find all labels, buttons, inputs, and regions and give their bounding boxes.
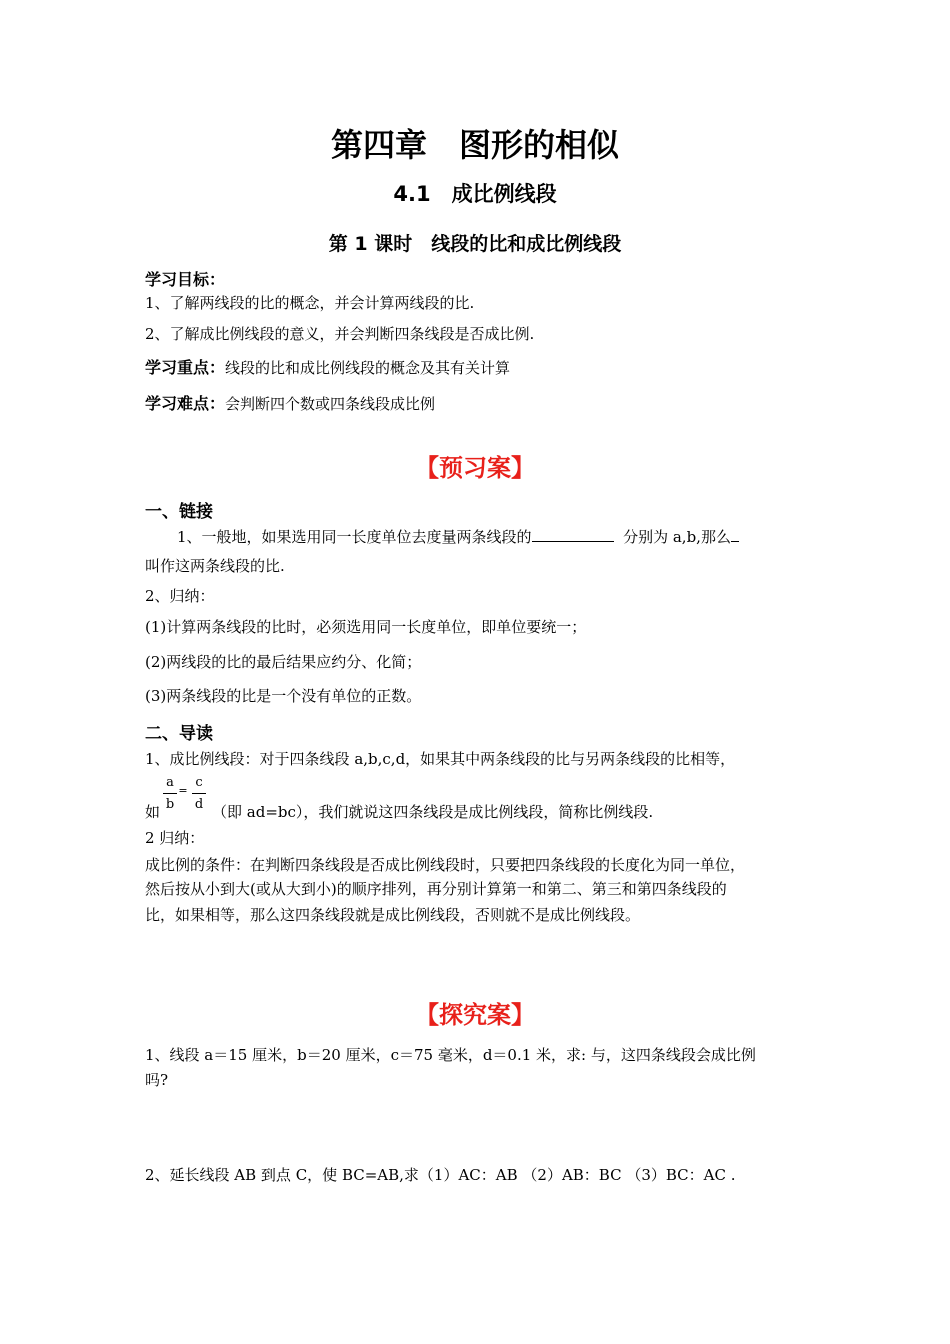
key-points-text: 线段的比和成比例线段的概念及其有关计算 <box>225 359 511 377</box>
lesson-title: 第 1 课时 线段的比和成比例线段 <box>328 233 622 255</box>
link-item-1 <box>177 526 739 547</box>
fill-blank[interactable] <box>532 527 614 542</box>
guide-item-1: 1、成比例线段：对于四条线段 a,b,c,d，如果其中两条线段的比与另两条线段的比相等， <box>145 750 736 768</box>
induction-label: 2、归纳： <box>145 587 215 605</box>
guide-induction-label: 2 归纳： <box>145 829 205 847</box>
link-item-1-line2: 叫作这两条线段的比. <box>145 557 285 575</box>
condition-line: 然后按从小到大(或从大到小)的顺序排列，再分别计算第一和第二、第三和第四条线段的 <box>145 880 727 898</box>
difficulties-text: 会判断四个数或四条线段成比例 <box>225 395 436 413</box>
frac-denominator-b: b <box>165 797 175 812</box>
objective-item: 2、了解成比例线段的意义，并会判断四条线段是否成比例. <box>145 325 535 343</box>
fraction-bar <box>192 793 206 794</box>
fraction-bar <box>163 793 177 794</box>
key-points <box>145 355 510 378</box>
guide-heading: 二、导读 <box>145 724 213 744</box>
link-heading: 一、链接 <box>145 502 213 522</box>
key-points-label: 学习重点： <box>145 358 226 377</box>
frac-equals: = <box>178 784 188 797</box>
explore-heading: 【探究案】 <box>415 1001 535 1029</box>
question-1: 1、线段 a＝15 厘米，b＝20 厘米，c＝75 毫米，d＝0.1 米，求: 与，这四条线段会成比例 <box>145 1046 756 1064</box>
induction-item: (1)计算两条线段的比时，必须选用同一长度单位，即单位要统一； <box>145 618 587 636</box>
chapter-title: 第四章 图形的相似 <box>330 126 619 164</box>
frac-numerator-a: a <box>166 775 174 790</box>
question-1-line2: 吗? <box>145 1071 169 1089</box>
link-item-1-part2: 分别为 a,b,那么 <box>623 528 731 546</box>
objective-item: 1、了解两线段的比的概念，并会计算两线段的比. <box>145 294 475 312</box>
frac-numerator-c: c <box>195 775 203 790</box>
link-item-1-part1: 1、一般地，如果选用同一长度单位去度量两条线段的 <box>177 528 532 546</box>
frac-denominator-d: d <box>194 797 204 812</box>
difficulties-label: 学习难点： <box>145 394 226 413</box>
question-2: 2、延长线段 AB 到点 C，使 BC=AB,求（1）AC：AB （2）AB：BC （3）BC：AC . <box>145 1166 736 1184</box>
condition-line: 比，如果相等，那么这四条线段就是成比例线段，否则就不是成比例线段。 <box>145 906 641 924</box>
section-title: 4.1 成比例线段 <box>393 182 557 206</box>
preview-heading: 【预习案】 <box>415 454 535 482</box>
condition-line: 成比例的条件：在判断四条线段是否成比例线段时，只要把四条线段的长度化为同一单位， <box>145 856 746 874</box>
guide-item-1-rest: （即 ad=bc），我们就说这四条线段是成比例线段，简称比例线段. <box>212 803 654 821</box>
fill-blank[interactable] <box>731 527 739 542</box>
guide-ru: 如 <box>145 803 161 821</box>
induction-item: (3)两条线段的比是一个没有单位的正数。 <box>145 687 422 705</box>
induction-item: (2)两线段的比的最后结果应约分、化简； <box>145 653 422 671</box>
difficulties <box>145 391 435 414</box>
objectives-label: 学习目标： <box>145 270 226 289</box>
